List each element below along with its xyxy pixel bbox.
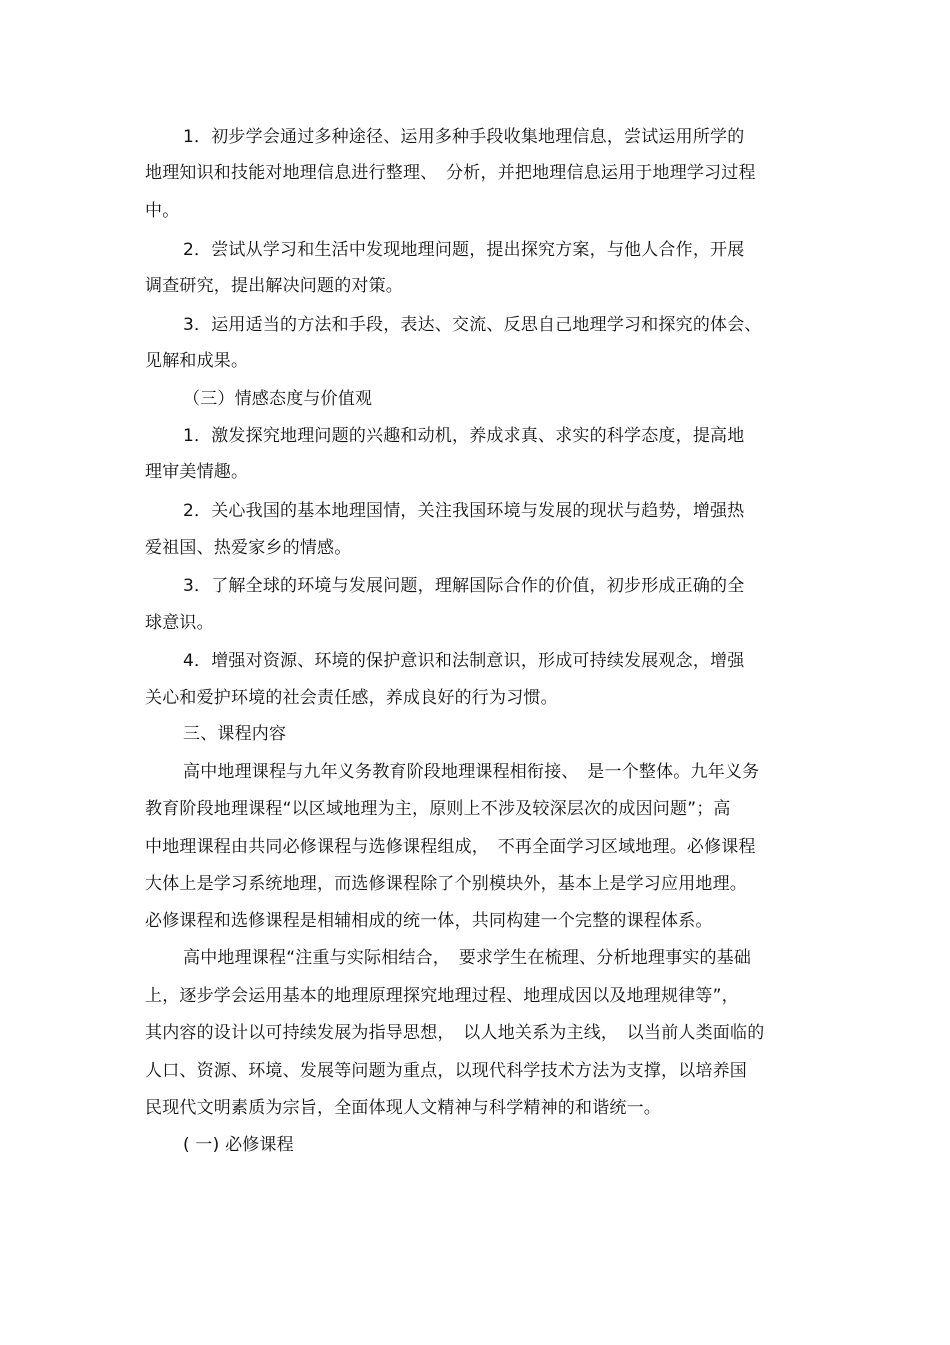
text-line: 高中地理课程“注重与实际相结合， 要求学生在梳理、分析地理事实的基础 — [183, 948, 752, 968]
text-line: 2．尝试从学习和生活中发现地理问题，提出探究方案，与他人合作，开展 — [183, 240, 745, 260]
text-line: 关心和爱护环境的社会责任感，养成良好的行为习惯。 — [145, 688, 558, 708]
text-line: 球意识。 — [145, 613, 214, 633]
section-heading: ( 一) 必修课程 — [183, 1135, 294, 1155]
text-line: 必修课程和选修课程是相辅相成的统一体，共同构建一个完整的课程体系。 — [145, 911, 713, 931]
text-line: 地理知识和技能对地理信息进行整理、 分析，并把地理信息运用于地理学习过程 — [145, 163, 756, 183]
text-line: 教育阶段地理课程“以区域地理为主，原则上不涉及较深层次的成因问题”；高 — [145, 799, 731, 819]
text-line: 理审美情趣。 — [145, 462, 249, 482]
text-line: 3．运用适当的方法和手段，表达、交流、反思自己地理学习和探究的体会、 — [183, 315, 762, 335]
text-line: 高中地理课程与九年义务教育阶段地理课程相衔接、 是一个整体。九年义务 — [183, 762, 760, 782]
text-line: 调查研究，提出解决问题的对策。 — [145, 276, 403, 296]
text-line: 爱祖国、热爱家乡的情感。 — [145, 538, 352, 558]
section-heading: （三）情感态度与价值观 — [183, 389, 373, 409]
text-line: 人口、资源、环境、发展等问题为重点，以现代科学技术方法为支撑，以培养国 — [145, 1061, 747, 1081]
text-line: 2．关心我国的基本地理国情，关注我国环境与发展的现状与趋势，增强热 — [183, 501, 745, 521]
text-line: 3．了解全球的环境与发展问题，理解国际合作的价值，初步形成正确的全 — [183, 576, 745, 596]
text-line: 4．增强对资源、环境的保护意识和法制意识，形成可持续发展观念，增强 — [183, 651, 745, 671]
text-line: 民现代文明素质为宗旨，全面体现人文精神与科学精神的和谐统一。 — [145, 1098, 661, 1118]
text-line: 见解和成果。 — [145, 351, 249, 371]
section-heading: 三、课程内容 — [183, 724, 287, 744]
text-line: 大体上是学习系统地理，而选修课程除了个别模块外，基本上是学习应用地理。 — [145, 874, 747, 894]
text-line: 其内容的设计以可持续发展为指导思想， 以人地关系为主线， 以当前人类面临的 — [145, 1023, 765, 1043]
text-line: 1．激发探究地理问题的兴趣和动机，养成求真、求实的科学态度，提高地 — [183, 426, 745, 446]
text-line: 中。 — [145, 201, 180, 221]
text-line: 1．初步学会通过多种途径、运用多种手段收集地理信息，尝试运用所学的 — [183, 127, 745, 147]
text-line: 中地理课程由共同必修课程与选修课程组成， 不再全面学习区域地理。必修课程 — [145, 837, 756, 857]
text-line: 上，逐步学会运用基本的地理原理探究地理过程、地理成因以及地理规律等”， — [145, 986, 739, 1006]
